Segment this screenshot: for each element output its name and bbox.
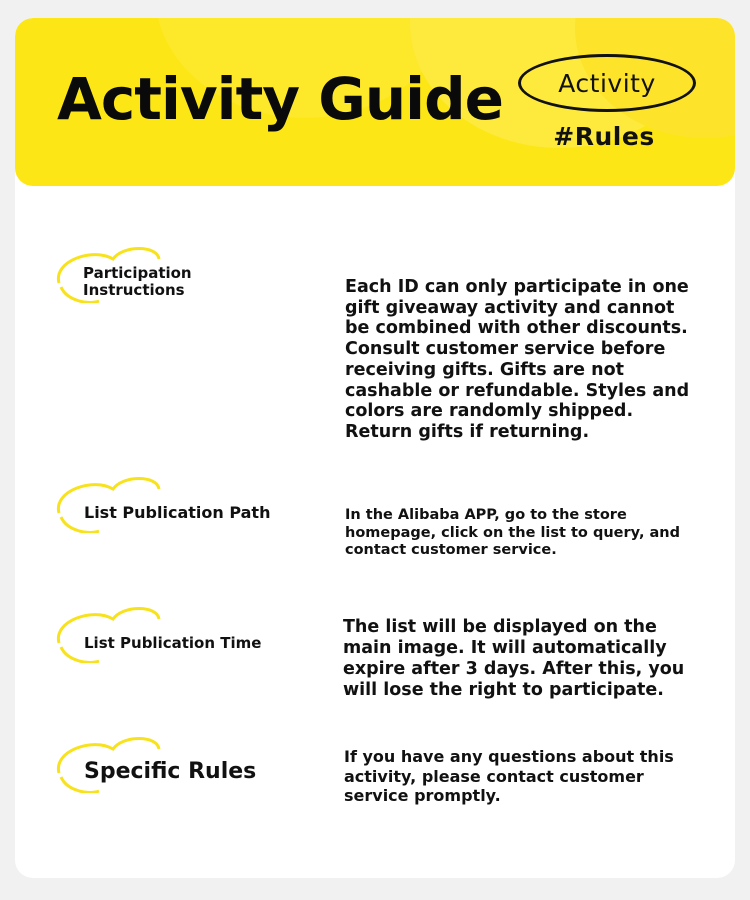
section-list-publication-path	[15, 473, 735, 573]
section-label-text: List Publication Time	[84, 634, 262, 652]
section-list-publication-time	[15, 603, 735, 713]
rules-hashtag: #Rules	[553, 122, 655, 151]
section-description: The list will be displayed on the main image. It will automatically expire after 3 days. After this, you will lose the right to participate.	[343, 617, 685, 700]
rules-card	[15, 18, 735, 878]
section-label-line: Instructions	[83, 281, 185, 299]
section-specific-rules	[15, 733, 735, 833]
section-label-text: List Publication Path	[84, 503, 271, 522]
section-description: In the Alibaba APP, go to the store homepage, click on the list to query, and contact customer service.	[345, 507, 681, 558]
section-description: Each ID can only participate in one gift giveaway activity and cannot be combined with other discounts. Consult customer service before receiving gifts. Gifts are not cashable or refundable. Styles and colors are randomly shipped. Return gifts if returning.	[345, 277, 690, 442]
page-title: Activity Guide	[57, 65, 503, 133]
section-description: If you have any questions about this activity, please contact customer service promptly.	[344, 747, 674, 805]
section-label-line: Participation	[83, 264, 192, 282]
section-participation-instructions	[15, 243, 735, 443]
header-banner	[15, 18, 735, 186]
activity-badge: Activity	[518, 54, 696, 112]
section-label-text: Specific Rules	[84, 759, 257, 784]
